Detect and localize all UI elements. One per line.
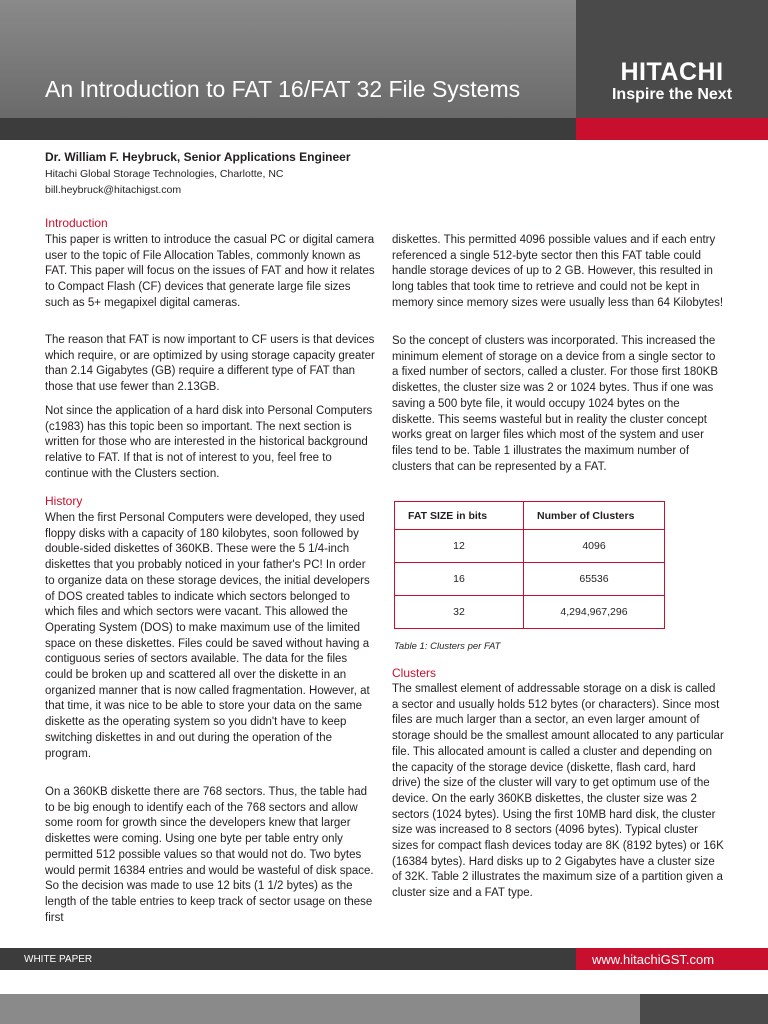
heading-history: History <box>45 494 83 508</box>
clusters-paragraph: The smallest element of addressable storage on a disk is called a sector and usually holds 512 bytes (or characters). Since most files are much larger than a sector, an even larger amount of storage should be the smallest amount allocated to any particular file. This allocated amount is called a cluster and depending on the capacity of the storage device (diskette, flash card, hard drive) the size of the cluster will vary to get optimum use of the device. On the early 360KB diskettes, the cluster size was 2 sectors (1024 bytes). Using the first 10MB hard disk, the cluster size was increased to 8 sectors (4096 bytes). Typical cluster sizes for compact flash devices today are 8K (8192 bytes) or 16K (16384 bytes). Hard disks up to 2 Gigabytes have a cluster size of 32K. Table 2 illustrates the maximum size of a partition given a cluster size and a FAT type. <box>392 683 724 900</box>
table-cell-fat: 16 <box>395 563 524 596</box>
header-dark-bar <box>0 118 576 140</box>
table-cell-clusters: 4096 <box>524 530 665 563</box>
intro-paragraph-1: This paper is written to introduce the casual PC or digital camera user to the topic of File Allocation Tables, commonly known as FAT. This paper will focus on the issues of FAT and how it relates to Compact Flash (CF) devices that generate large file sizes such as 5+ megapixel digital cameras. <box>45 234 375 309</box>
table-row <box>395 596 665 629</box>
footer-url-link[interactable]: www.hitachiGST.com <box>592 952 715 967</box>
table-header-clusters: Number of Clusters <box>524 502 665 530</box>
history-paragraph-1: When the first Personal Computers were developed, they used floppy disks with a capacity of 180 kilobytes, soon followed by double-sided diskettes of 360KB. These were the 5 1/4-inch diskettes that you probably noticed in your father's PC! In order to organize data on these storage devices, the initial developers of DOS created tables to indicate which sectors belonged to which files and which sectors were vacant. This allowed the Operating System (DOS) to make maximum use of the limited space on these diskettes. Files could be saved without having a contiguous series of sectors available. The data for the files could be broken up and scattered all over the diskette in an organized manner that is now called fragmentation. However, at that time, it was nice to be able to store your data on the same diskette as the operating system so you didn't have to keep switching diskettes in and out during the operation of the program. <box>45 512 370 760</box>
table-header-fat-size: FAT SIZE in bits <box>395 502 524 530</box>
next-page-logo-panel <box>640 994 768 1024</box>
logo-panel <box>576 0 768 118</box>
table-cell-clusters: 65536 <box>524 563 665 596</box>
page-title: An Introduction to FAT 16/FAT 32 File Systems <box>45 76 521 102</box>
footer-label: WHITE PAPER <box>24 954 93 965</box>
hitachi-logo: HITACHI <box>620 58 724 86</box>
table-cell-clusters: 4,294,967,296 <box>524 596 665 629</box>
author-name: Dr. William F. Heybruck, Senior Applications Engineer <box>45 150 351 164</box>
clusters-concept-paragraph: So the concept of clusters was incorporated. This increased the minimum element of storage on a device from a single sector to a fixed number of sectors, called a cluster. For those first 180KB diskettes, the cluster size was 2 or 1024 bytes. Thus if one was saving a 500 byte file, it would occupy 1024 bytes on the diskette. This seems wasteful but in reality the cluster concept works great on larger files which most of the system and user files tend to be. Table 1 illustrates the maximum number of clusters that can be represented by a FAT. <box>392 335 718 473</box>
table-row <box>395 563 665 596</box>
table-cell-fat: 32 <box>395 596 524 629</box>
table-row <box>395 530 665 563</box>
table-caption: Table 1: Clusters per FAT <box>394 641 501 652</box>
history-continued-paragraph: diskettes. This permitted 4096 possible values and if each entry referenced a single 512-byte sector then this FAT table could handle storage devices of up to 2 GB. However, this resulted in long tables that took time to retrieve and could not be kept in memory since memory sizes were usually less than 64 Kilobytes! <box>392 234 724 309</box>
table-header-row <box>395 502 665 530</box>
intro-paragraph-2: The reason that FAT is now important to CF users is that devices which require, or are optimized by using storage capacity greater than 2.14 Gigabytes (GB) require a different type of FAT than those that use fewer than 2.13GB. <box>45 334 375 394</box>
logo-tagline: Inspire the Next <box>611 86 733 103</box>
intro-paragraph-3: Not since the application of a hard disk into Personal Computers (c1983) has this topic been so important. The next section is written for those who are interested in the historical background relative to FAT. If that is not of interest to you, feel free to continue with the Clusters section. <box>45 405 373 480</box>
heading-introduction: Introduction <box>45 216 108 230</box>
author-email[interactable]: bill.heybruck@hitachigst.com <box>45 184 182 196</box>
table-cell-fat: 12 <box>395 530 524 563</box>
history-paragraph-2: On a 360KB diskette there are 768 sectors. Thus, the table had to be big enough to identify each of the 768 sectors and allow some room for growth since the developers knew that larger diskettes were coming. Using one byte per table entry only permitted 512 possible values so that would not do. Two bytes would permit 16384 entries and would be wasteful of disk space. So the decision was made to use 12 bits (1 1/2 bytes) as the length of the table entries to keep track of sector usage on these first <box>45 786 374 924</box>
clusters-per-fat-table <box>394 501 665 629</box>
heading-clusters: Clusters <box>392 666 437 680</box>
next-page-banner <box>0 994 640 1024</box>
author-affiliation: Hitachi Global Storage Technologies, Charlotte, NC <box>45 168 284 180</box>
